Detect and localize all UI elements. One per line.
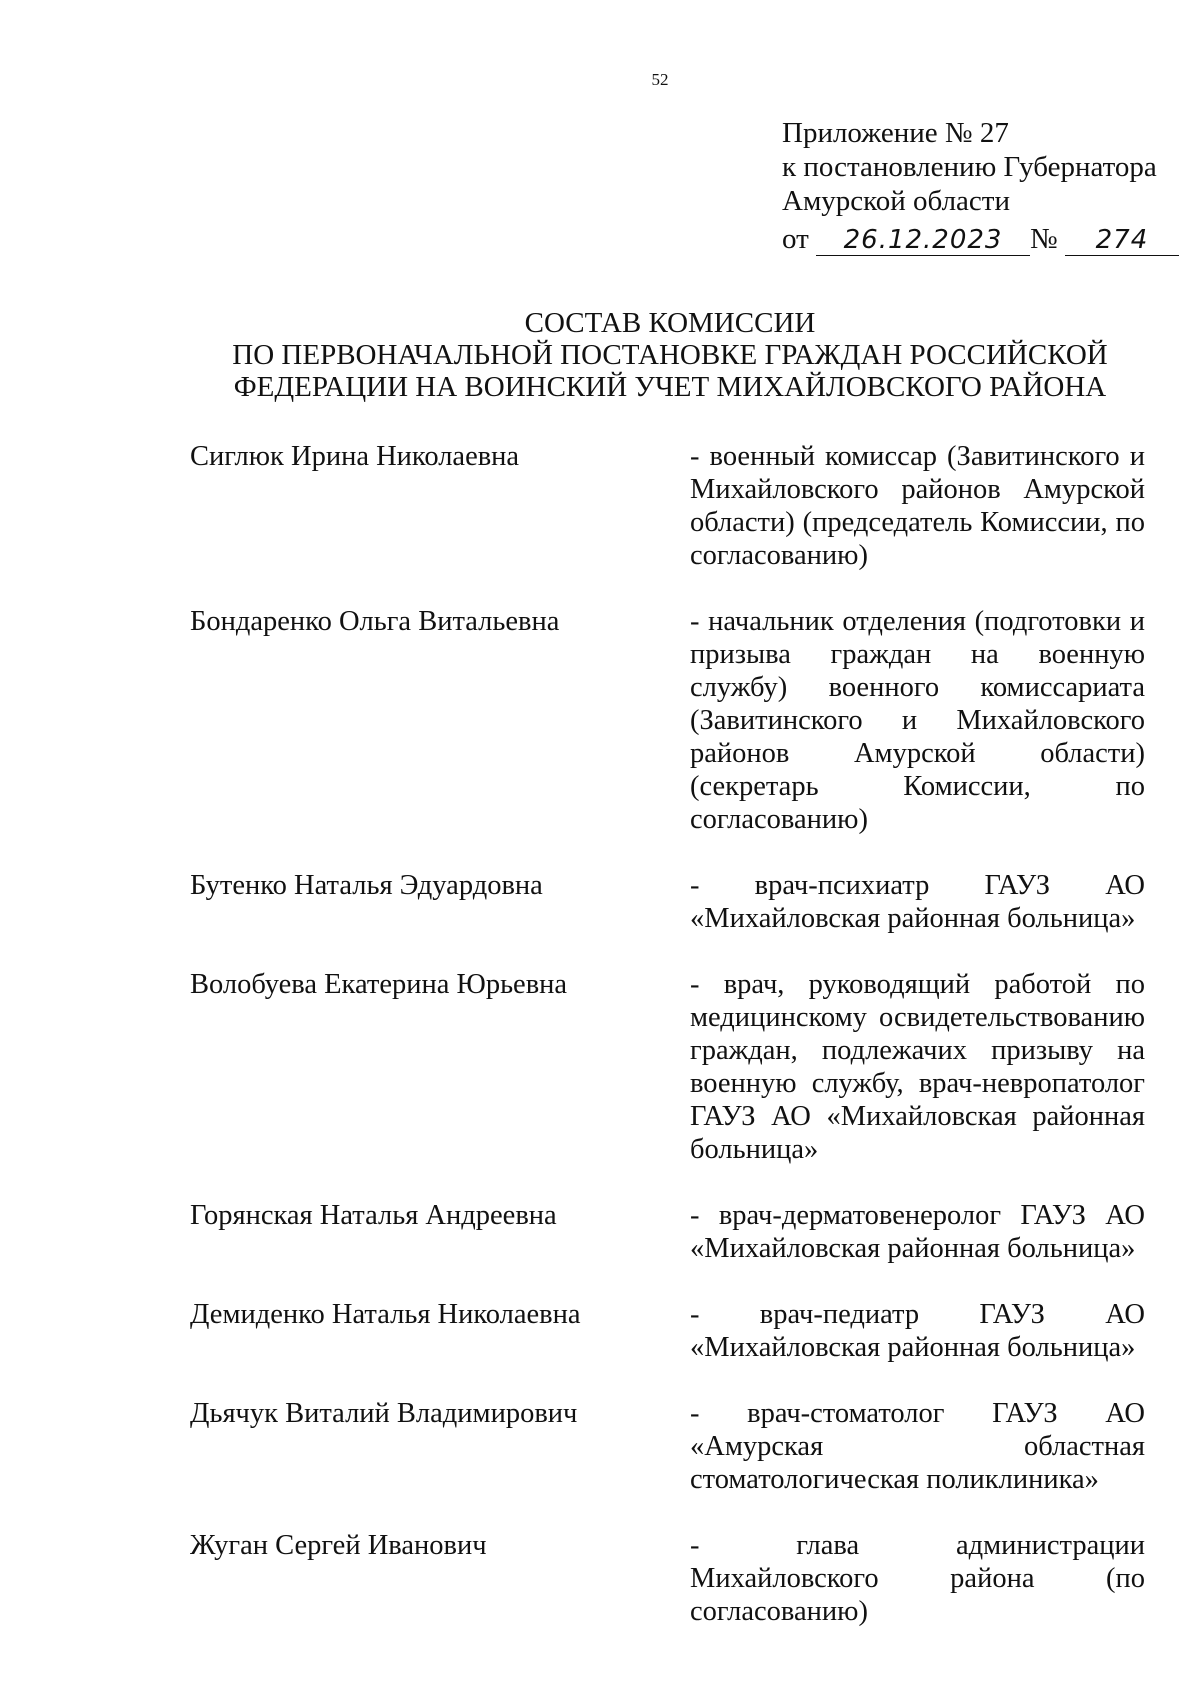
member-row	[190, 440, 1145, 572]
member-role: - врач, руководящий работой по медицинскому освидетельствованию граждан, подлежачих призыву на военную службу, врач-невропатолог ГАУЗ АО «Михайловская районная больница»	[690, 969, 1145, 1165]
date-prefix: от	[782, 223, 809, 255]
member-row	[190, 605, 1145, 836]
member-name: Горянская Наталья Андреевна	[190, 1200, 557, 1231]
handwritten-date: 26.12.2023	[816, 225, 1030, 256]
members-list	[190, 440, 1145, 1628]
member-row	[190, 968, 1145, 1166]
appendix-label: Приложение № 27	[782, 117, 1009, 149]
title-line-3: ФЕДЕРАЦИИ НА ВОИНСКИЙ УЧЕТ МИХАЙЛОВСКОГО РАЙОНА	[233, 371, 1107, 403]
page-number: 52	[651, 70, 669, 89]
number-sign: №	[1030, 223, 1058, 255]
member-name: Бутенко Наталья Эдуардовна	[190, 870, 543, 901]
title-line-2: ПО ПЕРВОНАЧАЛЬНОЙ ПОСТАНОВКЕ ГРАЖДАН РОССИЙСКОЙ	[232, 339, 1108, 371]
member-row	[190, 1397, 1145, 1496]
document-title	[0, 307, 1200, 403]
appendix-resolution-line: к постановлению Губернатора	[782, 151, 1157, 183]
handwritten-number: 274	[1065, 225, 1179, 256]
member-role: - военный комиссар (Завитинского и Михайловского районов Амурской области) (председатель Комиссии, по согласованию)	[690, 441, 1145, 571]
member-role: - начальник отделения (подготовки и призыва граждан на военную службу) военного комиссариата (Завитинского и Михайловского районов Амурской области) (секретарь Комиссии, по согласованию)	[690, 606, 1145, 835]
member-name: Бондаренко Ольга Витальевна	[190, 606, 560, 637]
member-role: - глава администрации Михайловского района (по согласованию)	[690, 1530, 1145, 1627]
appendix-region-line: Амурской области	[782, 185, 1010, 217]
member-role: - врач-дерматовенеролог ГАУЗ АО «Михайловская районная больница»	[690, 1200, 1145, 1264]
member-role: - врач-психиатр ГАУЗ АО «Михайловская районная больница»	[690, 870, 1145, 934]
member-row	[190, 1199, 1145, 1265]
member-role: - врач-стоматолог ГАУЗ АО «Амурская областная стоматологическая поликлиника»	[690, 1398, 1145, 1495]
title-line-1: СОСТАВ КОМИССИИ	[524, 307, 816, 339]
member-role: - врач-педиатр ГАУЗ АО «Михайловская районная больница»	[690, 1299, 1145, 1363]
member-name: Жуган Сергей Иванович	[190, 1530, 487, 1561]
member-name: Волобуева Екатерина Юрьевна	[190, 969, 568, 1000]
member-row	[190, 869, 1145, 935]
member-row	[190, 1529, 1145, 1628]
member-name: Дьячук Виталий Владимирович	[190, 1398, 578, 1429]
member-name: Сиглюк Ирина Николаевна	[190, 441, 520, 472]
appendix-date-line	[782, 222, 1179, 256]
member-row	[190, 1298, 1145, 1364]
member-name: Демиденко Наталья Николаевна	[190, 1299, 581, 1330]
appendix-header	[782, 116, 1179, 256]
